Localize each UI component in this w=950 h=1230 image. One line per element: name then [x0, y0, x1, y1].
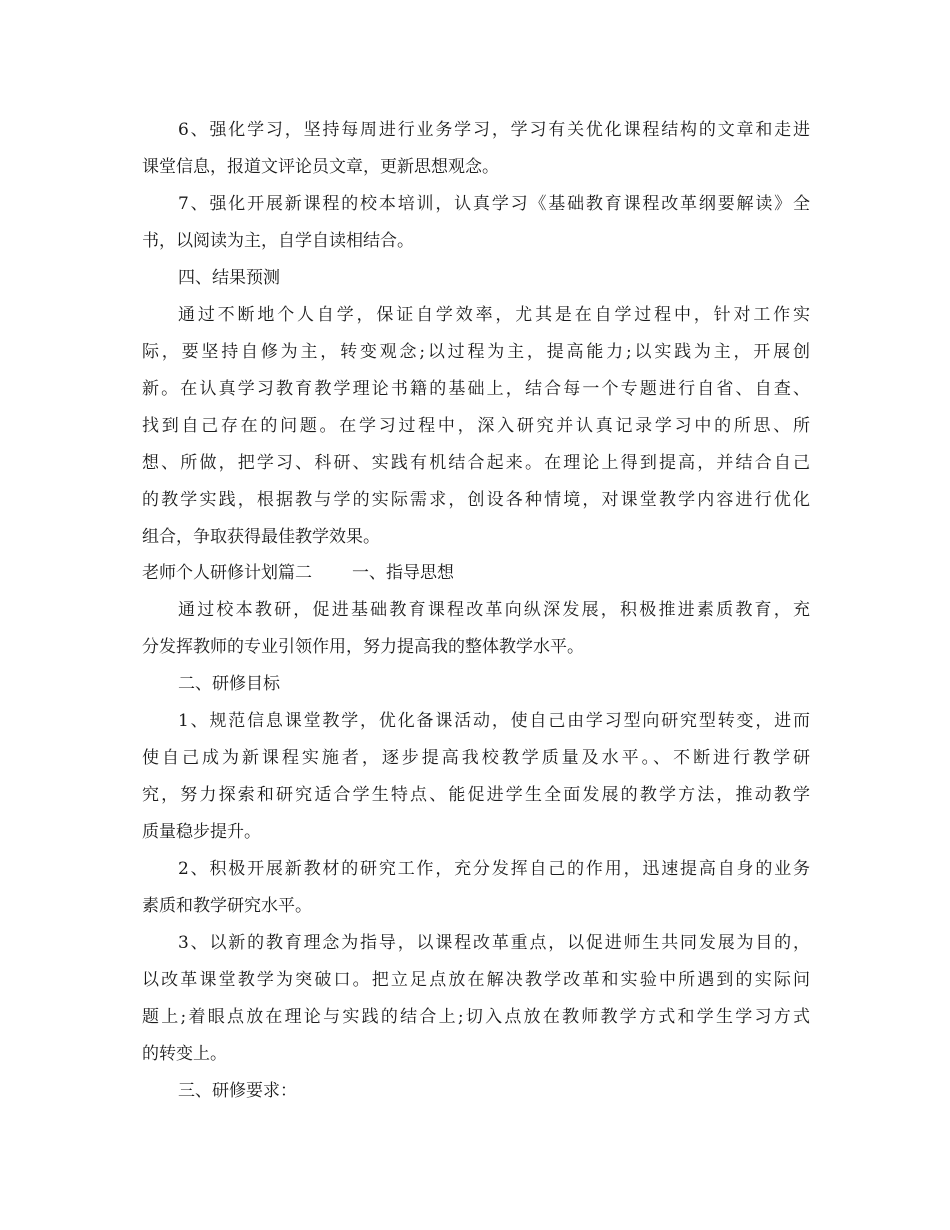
result-paragraph-line-2: 际，要坚持自修为主，转变观念;以过程为主，提高能力;以实践为主，开展创: [142, 342, 810, 362]
paragraph-6-line-1: 6、强化学习，坚持每周进行业务学习，学习有关优化课程结构的文章和走进: [178, 120, 810, 140]
goal-3-line-3: 题上;着眼点放在理论与实践的结合上;切入点放在教师教学方式和学生学习方式: [142, 1007, 810, 1027]
guiding-paragraph-line-1: 通过校本教研，促进基础教育课程改革向纵深发展，积极推进素质教育，充: [178, 600, 810, 620]
goal-1-line-3: 究，努力探索和研究适合学生特点、能促进学生全面发展的教学方法，推动教学: [142, 785, 810, 805]
paragraph-6-line-2: 课堂信息，报道文评论员文章，更新思想观念。: [142, 157, 499, 177]
article-title-line: [142, 561, 454, 585]
goal-1-line-4: 质量稳步提升。: [142, 822, 261, 842]
result-paragraph-line-1: 通过不断地个人自学，保证自学效率，尤其是在自学过程中，针对工作实: [178, 305, 810, 325]
section-heading-requirements: 三、研修要求：: [178, 1081, 297, 1101]
goal-3-line-2: 以改革课堂教学为突破口。把立足点放在解决教学改革和实验中所遇到的实际问: [142, 970, 810, 990]
result-paragraph-line-3: 新。在认真学习教育教学理论书籍的基础上，结合每一个专题进行自省、自查、: [142, 379, 810, 399]
section-heading-guiding-thought: 一、指导思想: [352, 563, 454, 583]
goal-2-line-1: 2、积极开展新教材的研究工作，充分发挥自己的作用，迅速提高自身的业务: [178, 859, 810, 879]
section-heading-result: 四、结果预测: [178, 268, 280, 288]
goal-3-line-4: 的转变上。: [142, 1044, 227, 1064]
result-paragraph-line-5: 想、所做，把学习、科研、实践有机结合起来。在理论上得到提高，并结合自己: [142, 453, 810, 473]
result-paragraph-line-6: 的教学实践，根据教与学的实际需求，创设各种情境，对课堂教学内容进行优化: [142, 490, 810, 510]
article-title: 老师个人研修计划篇二: [142, 563, 312, 583]
goal-2-line-2: 素质和教学研究水平。: [142, 896, 312, 916]
result-paragraph-line-7: 组合，争取获得最佳教学效果。: [142, 527, 380, 547]
paragraph-7-line-1: 7、强化开展新课程的校本培训，认真学习《基础教育课程改革纲要解读》全: [178, 194, 810, 214]
paragraph-7-line-2: 书，以阅读为主，自学自读相结合。: [142, 231, 414, 251]
goal-1-line-1: 1、规范信息课堂教学，优化备课活动，使自己由学习型向研究型转变，进而: [178, 711, 810, 731]
goal-3-line-1: 3、以新的教育理念为指导，以课程改革重点，以促进师生共同发展为目的，: [178, 933, 810, 953]
goal-1-line-2: 使自己成为新课程实施者，逐步提高我校教学质量及水平。、不断进行教学研: [142, 748, 810, 768]
result-paragraph-line-4: 找到自己存在的问题。在学习过程中，深入研究并认真记录学习中的所思、所: [142, 416, 810, 436]
section-heading-goals: 二、研修目标: [178, 674, 280, 694]
guiding-paragraph-line-2: 分发挥教师的专业引领作用，努力提高我的整体教学水平。: [142, 637, 584, 657]
